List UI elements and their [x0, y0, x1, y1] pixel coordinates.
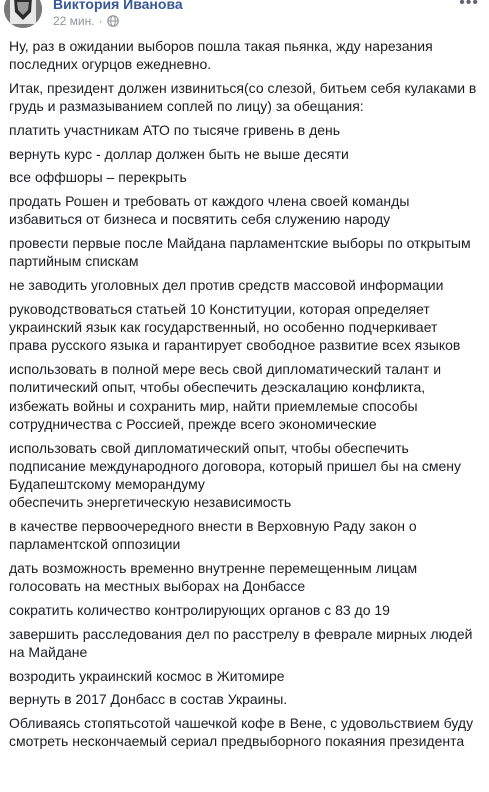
post-paragraph: вернуть в 2017 Донбасс в состав Украины. — [9, 691, 288, 708]
post-paragraph: Ну, раз в ожидании выборов пошла такая пьянка, жду нарезания последних огурцов ежедневно. — [9, 38, 433, 73]
post-paragraph: использовать в полной мере весь свой дипломатический талант и политический опыт, чтобы обеспечить деэскалацию конфликта, избежать войны и сохранить мир, найти приемлемые способы сотрудничества с Россией, прежде всего экономические — [9, 360, 442, 432]
post-paragraph: использовать свой дипломатический опыт, чтобы обеспечить подписание международного договора, который пришел бы на смену Будапештскому меморандуму обеспечить энергетическую независимость — [9, 439, 462, 511]
meta-separator: · — [98, 14, 103, 28]
author-name[interactable]: Виктория Иванова — [53, 0, 183, 12]
avatar-image — [4, 0, 42, 28]
post-paragraph: провести первые после Майдана парламентские выборы по открытым партийным спискам — [9, 235, 471, 270]
post-paragraph: Обливаясь стопятьсотой чашечкой кофе в Вене, с удовольствием буду смотреть нескончаемый сериал предвыборного покаяния президента — [9, 715, 474, 750]
post-paragraph: вернуть курс - доллар должен быть не выше десяти — [9, 145, 349, 162]
post-paragraph: не заводить уголовных дел против средств массовой информации — [9, 277, 444, 293]
post-paragraph: Итак, президент должен извиниться(со слезой, битьем себя кулаками в грудь и размазыванием соплей по лицу) за обещания: — [9, 79, 477, 115]
post-paragraph: завершить расследования дел по расстрелу в феврале мирных людей на Майдане — [9, 625, 473, 661]
post-paragraph: в качестве первоочередного внести в Верховную Раду закон о парламентской оппозиции — [9, 518, 417, 553]
post-header — [0, 0, 489, 32]
globe-icon[interactable] — [107, 15, 119, 27]
post-paragraph: платить участникам АТО по тысяче гривень в день — [9, 121, 341, 138]
post-timestamp[interactable]: 22 мин. — [53, 14, 95, 28]
post-paragraph: все оффшоры – перекрыть — [9, 169, 187, 186]
post-body — [9, 37, 479, 756]
post-paragraph: возродить украинский космос в Житомире — [9, 667, 285, 684]
author-avatar[interactable] — [4, 0, 42, 28]
post-paragraph: продать Рошен и требовать от каждого члена своей команды избавиться от бизнеса и посвятить себя служению народу — [9, 193, 410, 228]
more-options-icon[interactable]: ••• — [459, 0, 479, 11]
post-paragraph: сократить количество контролирующих органов с 83 до 19 — [9, 602, 390, 619]
post-paragraph: руководствоваться статьей 10 Конституции, которая определяет украинский язык как государственный, но особенно подчеркивает права русского языка и гарантирует свободное развитие всех языков — [9, 300, 461, 354]
post-meta — [53, 14, 119, 28]
post-paragraph: дать возможность временно внутренне перемещенным лицам голосовать на местных выборах на Донбассе — [9, 560, 418, 595]
